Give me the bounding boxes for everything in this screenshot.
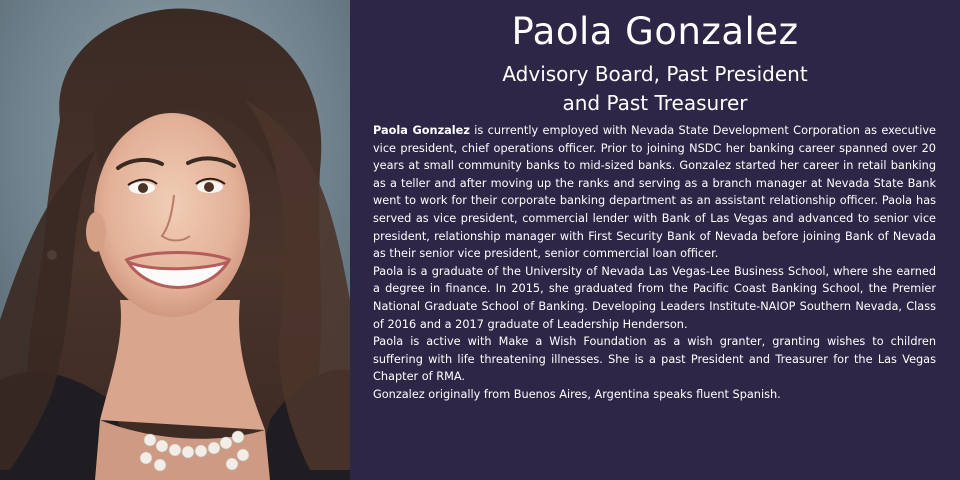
biography-text bbox=[373, 122, 936, 404]
bio-paragraph-3: Paola is active with Make a Wish Foundation as a wish granter, granting wishes to children suffering with life threatening illnesses. She is a past President and Treasurer for the Las Vegas Chapter of RMA. bbox=[373, 335, 936, 384]
bio-paragraph-4: Gonzalez originally from Buenos Aires, Argentina speaks fluent Spanish. bbox=[373, 387, 781, 401]
bio-name-bold: Paola Gonzalez bbox=[373, 124, 470, 137]
bio-paragraph-1 bbox=[373, 122, 936, 263]
bio-paragraph-1-text: is currently employed with Nevada State Development Corporation as executive vice president, chief operations officer. Prior to joining NSDC her banking career spanned over 20 years at small community banks to mid-sized banks. Gonzalez started her career in retail banking as a teller and after moving up the ranks and serving as a branch manager at Nevada State Bank went to work for their corporate banking department as an assistant relationship officer. Paola has served as vice president, commercial lender with Bank of Las Vegas and advanced to senior vice president, relationship manager with First Security Bank of Nevada before joining Bank of Nevada as their senior vice president, senior commercial loan officer. bbox=[373, 124, 936, 261]
role-line-2: and Past Treasurer bbox=[562, 91, 748, 115]
bio-paragraph-2: Paola is a graduate of the University of Nevada Las Vegas-Lee Business School, where she earned a degree in finance. In 2015, she graduated from the Pacific Coast Banking School, the Premier National Graduate School of Banking. Developing Leaders Institute-NAIOP Southern Nevada, Class of 2016 and a 2017 graduate of Leadership Henderson. bbox=[373, 264, 936, 331]
portrait-photo bbox=[0, 0, 350, 480]
person-name: Paola Gonzalez bbox=[511, 10, 799, 53]
role-line-1: Advisory Board, Past President bbox=[502, 62, 808, 86]
bio-panel bbox=[350, 0, 960, 480]
person-role bbox=[460, 60, 850, 118]
